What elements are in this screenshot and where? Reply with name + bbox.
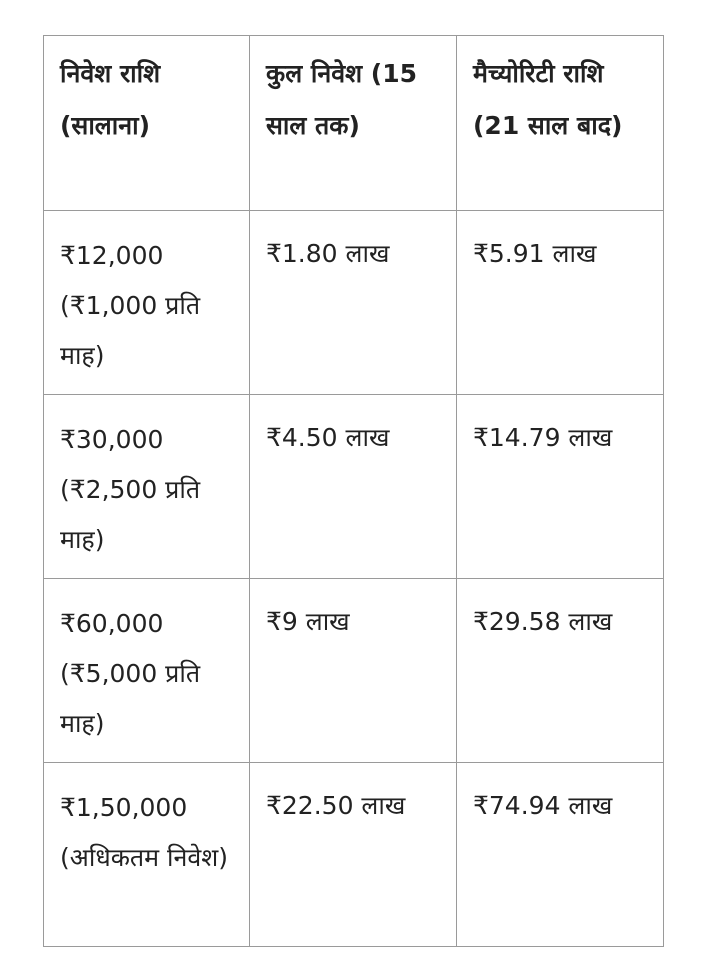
cell-total-investment: ₹22.50 लाख bbox=[250, 763, 457, 947]
cell-total-investment: ₹9 लाख bbox=[250, 579, 457, 763]
table-row bbox=[44, 211, 664, 395]
cell-annual-investment: ₹1,50,000 (अधिकतम निवेश) bbox=[44, 763, 250, 947]
investment-table bbox=[43, 35, 664, 947]
table-row bbox=[44, 763, 664, 947]
cell-maturity-amount-highlight: ₹74.94 लाख bbox=[457, 763, 664, 947]
cell-annual-investment: ₹60,000 (₹5,000 प्रति माह) bbox=[44, 579, 250, 763]
table-header-row bbox=[44, 36, 664, 211]
header-total-investment: कुल निवेश (15 साल तक) bbox=[250, 36, 457, 211]
header-maturity-amount: मैच्योरिटी राशि (21 साल बाद) bbox=[457, 36, 664, 211]
table-row bbox=[44, 395, 664, 579]
header-annual-investment: निवेश राशि (सालाना) bbox=[44, 36, 250, 211]
cell-maturity-amount: ₹14.79 लाख bbox=[457, 395, 664, 579]
cell-maturity-amount: ₹5.91 लाख bbox=[457, 211, 664, 395]
cell-annual-investment: ₹30,000 (₹2,500 प्रति माह) bbox=[44, 395, 250, 579]
cell-maturity-amount: ₹29.58 लाख bbox=[457, 579, 664, 763]
cell-total-investment: ₹4.50 लाख bbox=[250, 395, 457, 579]
cell-total-investment: ₹1.80 लाख bbox=[250, 211, 457, 395]
table-row bbox=[44, 579, 664, 763]
cell-annual-investment: ₹12,000 (₹1,000 प्रति माह) bbox=[44, 211, 250, 395]
